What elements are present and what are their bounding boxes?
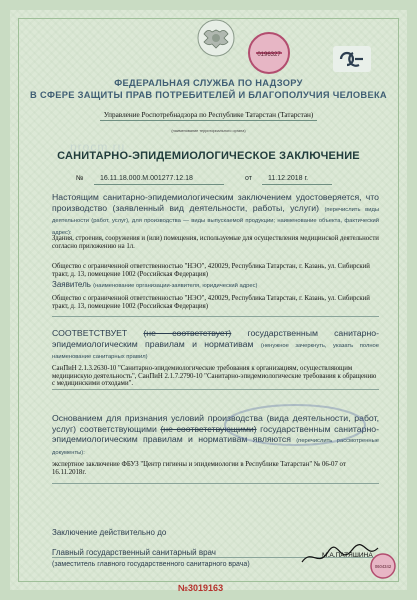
- section1-intro: [52, 192, 379, 237]
- top-stamp-code: 0196327: [257, 52, 281, 58]
- section3-intro-b: государственным санитарно-эпидемиологическим правилам и нормативам являются: [52, 423, 379, 445]
- blue-stamp-mark: [220, 400, 370, 450]
- applicant-hint: (наименование организации-заявителя, юридический адрес): [93, 283, 258, 289]
- complies-text: СООТВЕТСТВУЕТ: [52, 328, 128, 338]
- eac-logo-icon: [333, 46, 371, 72]
- watermark-text: procm.ru: [70, 140, 126, 154]
- department-underline: [100, 120, 317, 121]
- section3-intro-a: Основанием для признания условий производства (вида деятельности, работ, услуг) соответствующими: [52, 413, 379, 434]
- signatory-name: М.А.ПАТЯШИНА: [322, 552, 373, 559]
- serial-number: №3019163: [178, 583, 224, 593]
- document-title: САНИТАРНО-ЭПИДЕМИОЛОГИЧЕСКОЕ ЗАКЛЮЧЕНИЕ: [57, 150, 360, 162]
- section1-value: Здания, строения, сооружения и (или) помещения, используемые для осуществления медицинской деятельности согласно приложению на 1л.: [52, 235, 379, 250]
- document-number: 16.11.18.000.М.001277.12.18: [100, 175, 193, 182]
- section3-strike: (не соответствующими): [160, 423, 257, 434]
- number-label: №: [76, 175, 84, 182]
- section2-value: СанПиН 2.1.3.2630-10 "Санитарно-эпидемиологические требования к организациям, осуществляющим медицинскую деятельность", СанПиН 2.1.7.2790-10 "Санитарно-эпидемиологические требования к обращению с медицинскими отходами".: [52, 365, 377, 388]
- section2-hint: (ненужное зачеркнуть, указать полное наименование санитарных правил): [52, 342, 379, 361]
- number-underline: [94, 184, 224, 185]
- validity-text: Заключение действительно до: [52, 528, 167, 537]
- signature-role-alt: (заместитель главного государственного санитарного врача): [52, 561, 250, 568]
- agency-title-line2: В СФЕРЕ ЗАЩИТЫ ПРАВ ПОТРЕБИТЕЛЕЙ И БЛАГОПОЛУЧИЯ ЧЕЛОВЕКА: [30, 90, 387, 100]
- section2-intro: [52, 328, 379, 362]
- applicant-label-row: [52, 280, 379, 290]
- divider-1: [52, 316, 379, 317]
- agency-title-line1: ФЕДЕРАЛЬНАЯ СЛУЖБА ПО НАДЗОРУ: [114, 78, 303, 88]
- applicant-value: Общество с ограниченной ответственностью "НЭО", 420029, Республика Татарстан, г. Казань, ул. Сибирский тракт, д. 13, помещение 1002 (Российская Федерация): [52, 295, 370, 310]
- section3-hint: (перечислить рассмотренные документы):: [52, 438, 379, 456]
- date-label: от: [245, 175, 252, 182]
- section1-intro-text: Настоящим санитарно-эпидемиологическим заключением удостоверяется, что производство (заявленный вид деятельности, работы, услуги): [52, 192, 379, 213]
- applicant-label: Заявитель: [52, 280, 91, 289]
- number-row: [76, 175, 84, 182]
- bottom-stamp-code: 0604342: [374, 564, 392, 569]
- department-name: Управление Роспотребнадзора по Республике Татарстан (Татарстан): [103, 111, 314, 119]
- coat-of-arms-icon: [196, 18, 236, 58]
- divider-3: [52, 483, 379, 484]
- bottom-seal-stamp: [369, 552, 397, 580]
- date-underline: [262, 184, 332, 185]
- section1-hint: (перечислить виды деятельности (работ, услуг), для производства — виды выпускаемой продукции; наименование объекта, фактический адрес):: [52, 206, 380, 236]
- top-seal-stamp: [246, 30, 292, 76]
- not-complies-text: (не соответствует): [143, 328, 232, 338]
- document-date: 11.12.2018 г.: [268, 175, 309, 182]
- department-hint: (наименование территориального органа): [171, 129, 246, 133]
- section3-value: экспертное заключение ФБУЗ "Центр гигиены и эпидемиологии в Республике Татарстан" № 06-07 от 16.11.2018г.: [52, 461, 346, 476]
- divider-2: [52, 389, 379, 390]
- signature-role: Главный государственный санитарный врач: [52, 548, 216, 557]
- applicant-org-value: Общество с ограниченной ответственностью "НЭО", 420029, Республика Татарстан, г. Казань, ул. Сибирский тракт, д. 13, помещение 1002 (Российская Федерация): [52, 263, 370, 278]
- section2-rest: государственным санитарно-эпидемиологическим правилам и нормативам: [52, 328, 379, 349]
